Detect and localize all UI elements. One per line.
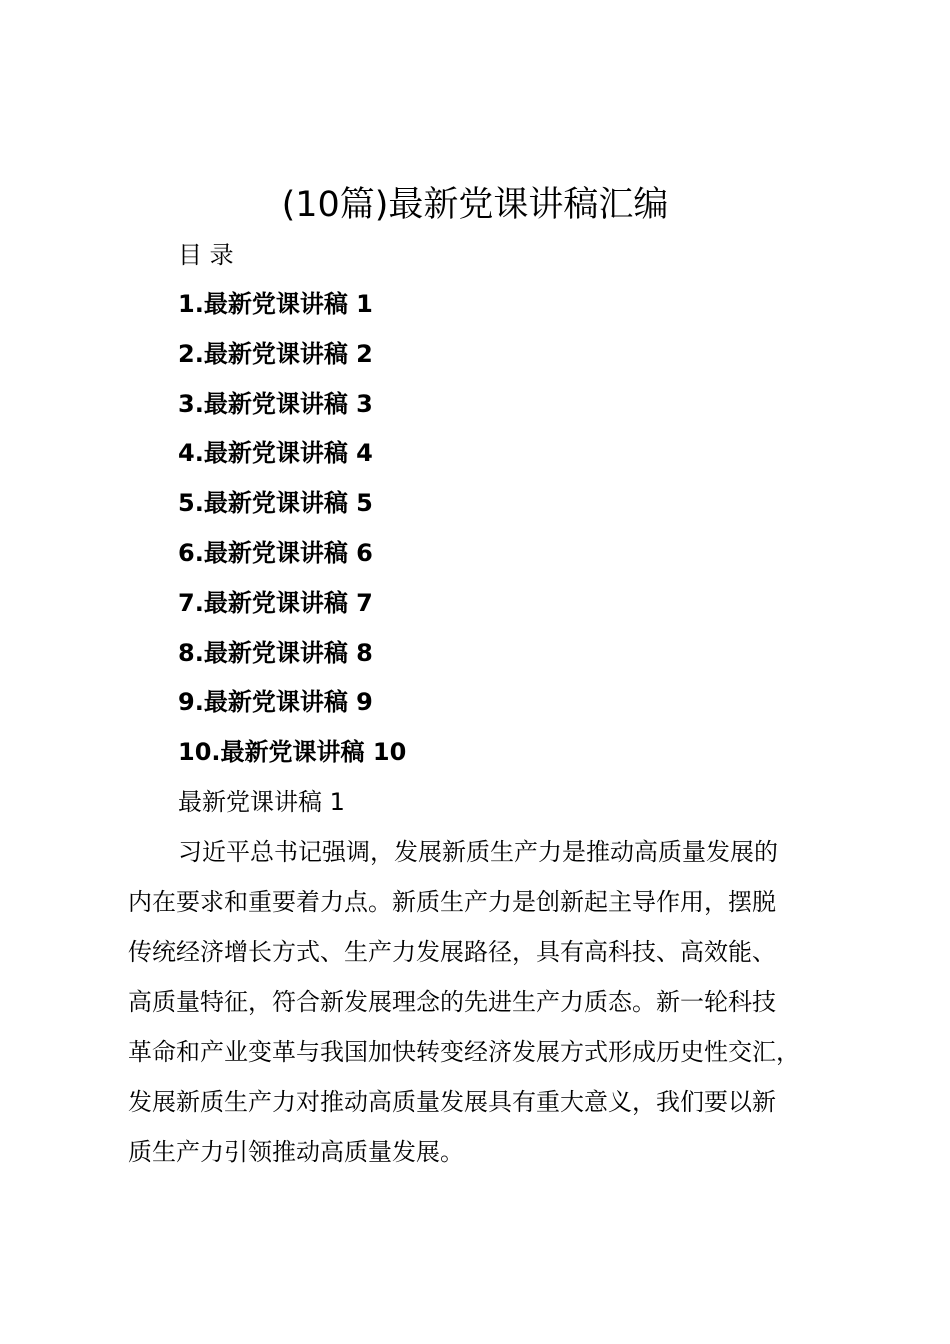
toc-item-1: 1.最新党课讲稿 1: [178, 290, 373, 318]
paragraph-line: 习近平总书记强调，发展新质生产力是推动高质量发展的: [178, 838, 778, 866]
toc-item-5: 5.最新党课讲稿 5: [178, 489, 373, 518]
toc-item-10: 10.最新党课讲稿 10: [178, 738, 407, 767]
toc-item-3: 3.最新党课讲稿 3: [178, 389, 373, 418]
section-heading: 最新党课讲稿 1: [178, 788, 345, 816]
toc-item-6: 6.最新党课讲稿 6: [178, 538, 373, 567]
document-title: (10篇)最新党课讲稿汇编: [281, 185, 669, 225]
toc-heading: 目 录: [178, 241, 234, 269]
toc-item-4: 4.最新党课讲稿 4: [178, 439, 373, 468]
toc-item-8: 8.最新党课讲稿 8: [178, 638, 373, 667]
toc-item-9: 9.最新党课讲稿 9: [178, 688, 373, 717]
paragraph-line: 内在要求和重要着力点。新质生产力是创新起主导作用，摆脱: [128, 888, 776, 916]
paragraph-line: 高质量特征，符合新发展理念的先进生产力质态。新一轮科技: [128, 988, 776, 1016]
toc-item-2: 2.最新党课讲稿 2: [178, 339, 373, 368]
table-of-contents: [178, 284, 406, 782]
paragraph-line: 发展新质生产力对推动高质量发展具有重大意义，我们要以新: [128, 1088, 776, 1116]
paragraph-line: 革命和产业变革与我国加快转变经济发展方式形成历史性交汇，: [128, 1038, 800, 1066]
paragraph-line: 质生产力引领推动高质量发展。: [128, 1138, 464, 1166]
toc-item-7: 7.最新党课讲稿 7: [178, 588, 373, 617]
paragraph-line: 传统经济增长方式、生产力发展路径，具有高科技、高效能、: [128, 938, 776, 966]
body-paragraph: [128, 832, 848, 1182]
